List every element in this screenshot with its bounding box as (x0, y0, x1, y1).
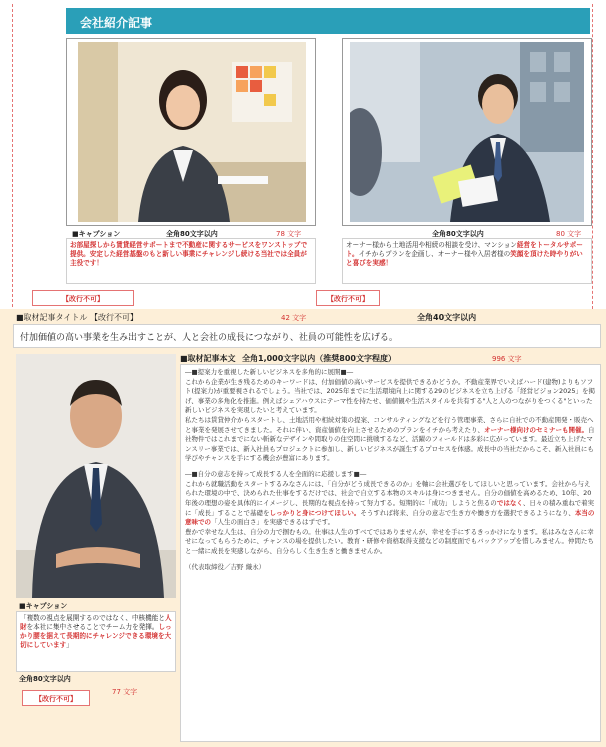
photo-staff-man-art (350, 42, 584, 222)
caption-box-top-left[interactable] (66, 238, 316, 284)
caption-bottom-left-segment: しっかり腰を据えて長期的にチャレンジできる環境を大切にしています (20, 622, 172, 649)
caption-text-top-right (346, 241, 583, 267)
article-body-segment: 自社物件ではこれまでにない斬新なデザインや間取りの住空間に挑戦するなど、活躍のフィールドは多彩に広がっています。最近立ち上げたマンスリー事業では、新入社員もプロジェクトに参加し、新しいビジネスが誕生するプロセスを体感。成長中の当社だからこそ、新入社員にも学びやチャンスを手にする機会が豊富にあります。 (185, 425, 595, 463)
article-body-label: ■取材記事本文 (180, 354, 236, 363)
caption-bottom-left-segment: 人財 (20, 614, 172, 631)
article-body-segment: そうすれば将来、自分の意志で生き方や働き方を選択できるようになり、 (360, 508, 575, 517)
article-body-paragraph (185, 563, 596, 573)
article-body-paragraph (185, 368, 596, 378)
article-body-count: 996 文字 (492, 355, 522, 363)
article-body-segment: ではなく (496, 498, 523, 507)
article-body-segment: 豊かで幸せな人生は、自分の力で掴むもの。仕事は人生のすべてではありませんが、幸せを手にするきっかけになります。私はみなさんに幸せになってもらうために、チャンスの場を提供したい。教育・研修や資格取得支援などの制度面でもバックアップを惜しみません。仲間たちと一緒に成長を実感しながら、自分らしく生き生きと働きませんか。 (185, 527, 595, 555)
article-body-segment: 本当の意味での (185, 508, 595, 527)
caption-text-top-left (70, 241, 307, 267)
article-body-segment: 私たちは賃貸仲介からスタートし、土地活用や相続対策の提案、コンサルティングなどを行う管理事業、さらに自社での不動産開発・販売へと事業を発展させてきました。それに伴い、資産価値を向上させるためのプランをイチから考えたり、 (185, 416, 594, 434)
article-body-segment: しっかりと身につけてほしい。 (269, 508, 361, 517)
caption-top-right-segment: 経営をトータルサポート。 (346, 241, 583, 258)
caption-limit-top-left: 全角80文字以内 (166, 230, 218, 238)
article-body-segment: オーナー様向けのセミナーも開催。 (484, 425, 588, 434)
caption-top-right-segment: 笑顔を頂けた時やりがいと喜びを実感！ (346, 249, 583, 267)
caption-top-right-segment: イチからプランを企画し、オーナー様や入居者様の (358, 249, 511, 258)
article-body-paragraph (185, 416, 596, 464)
caption-count-top-right: 80 文字 (556, 230, 582, 238)
article-body-paragraph (185, 378, 596, 416)
article-body-paragraph (185, 480, 596, 528)
article-title-limit: 全角40文字以内 (417, 313, 477, 322)
section-header (66, 8, 590, 34)
caption-bottom-left-segment: 」 (66, 640, 73, 649)
photo-staff-woman (78, 42, 306, 222)
caption-top-right-segment: オーナー様から土地活用や相続の相談を受け、マンション (346, 241, 517, 249)
caption-limit-top-right: 全角80文字以内 (432, 230, 484, 238)
caption-bottom-left-segment: 「複数の視点を展開するのではなく、中核機能と (20, 614, 165, 622)
photo-staff-woman-art (78, 42, 306, 222)
guide-line-right (592, 4, 593, 309)
caption-limit-bottom-left: 全角80文字以内 (19, 675, 71, 683)
caption-label-bottom-left: ■キャプション (19, 602, 68, 610)
photo-representative (16, 354, 176, 598)
photo-representative-art (16, 354, 176, 598)
caption-bottom-left-segment: を本社に集中させることでチーム力を発揮。 (26, 622, 159, 631)
article-title-label: ■取材記事タイトル 【改行不可】 (16, 313, 138, 322)
article-title-count: 42 文字 (281, 314, 307, 322)
caption-text-bottom-left (20, 614, 172, 649)
article-title-box[interactable] (13, 324, 601, 348)
article-body-segment: これから企業が生き残るためのキーワードは、付加価値の高いサービスを提供できるかどうか。不動産業界でいえばハード(建物)よりもソフト(提案力)が重要視されるでしょう。当社では、2025年までに生活環境向上に関する29のビジネスを立ち上げる「経営ビジョン2025」を掲げ、事業の多角化を推進。例えばシェアハウスにテーマ性を持たせ、価値観や生活スタイルを共有する"人と人のつながりをつくる"といった新しいビジネスを実現したいと考えています。 (185, 377, 596, 415)
no-linebreak-badge-top-left: 【改行不可】 (32, 290, 134, 306)
caption-label-top-left: ■キャプション (72, 230, 121, 238)
photo-staff-man (350, 42, 584, 222)
caption-count-bottom-left: 77 文字 (112, 688, 138, 696)
article-body-limit: 全角1,000文字以内（推奨800文字程度） (242, 354, 397, 363)
article-body-segment: 「人生の面白さ」を実感できるはずです。 (211, 518, 335, 527)
article-body-paragraph (185, 528, 596, 557)
no-linebreak-badge-top-right: 【改行不可】 (316, 290, 380, 306)
caption-top-left-segment: お部屋探しから賃貸経営サポートまで不動産に関するサービスをワンストップで提供。安定した経営基盤のもと新しい事業にチャレンジし続ける当社では全員が主役です！ (70, 241, 308, 267)
article-title-text: 付加価値の高い事業を生み出すことが、人と会社の成長につながり、社員の可能性を広げる。 (20, 333, 398, 343)
section-header-title: 会社紹介記事 (80, 16, 153, 30)
article-body-segment: ―■提案力を重視した新しいビジネスを多角的に展開■― (185, 368, 354, 376)
article-body-segment: ―■自分の意志を持って成長する人を全面的に応援します■― (185, 470, 367, 479)
article-title-row (13, 312, 601, 324)
article-body-box[interactable] (180, 364, 601, 742)
article-body-segment: これから就職活動をスタートするみなさんには、「自分がどう成長できるのか」を軸に会社選びをしてほしいと思っています。会社から与えられた環境の中で、決められた仕事をするだけでは、社会で自立する本物のスキルは身につきません。自分の価値を高めるため、10年、20年後の理想の姿を具体的にイメージし、長期的な視点を持って努力する。短期的に「成功」しようと焦るの (185, 479, 592, 507)
no-linebreak-badge-bottom-left: 【改行不可】 (22, 690, 90, 706)
caption-box-bottom-left[interactable] (16, 611, 176, 672)
article-body-segment: （代表取締役／吉野 織永） (185, 562, 266, 571)
caption-count-top-left: 78 文字 (276, 230, 302, 238)
caption-box-top-right[interactable] (342, 238, 592, 284)
article-body-paragraph (185, 470, 596, 480)
article-body-segment: 、日々の積み重ねで着実に「成長」することで基礎を (185, 498, 595, 517)
